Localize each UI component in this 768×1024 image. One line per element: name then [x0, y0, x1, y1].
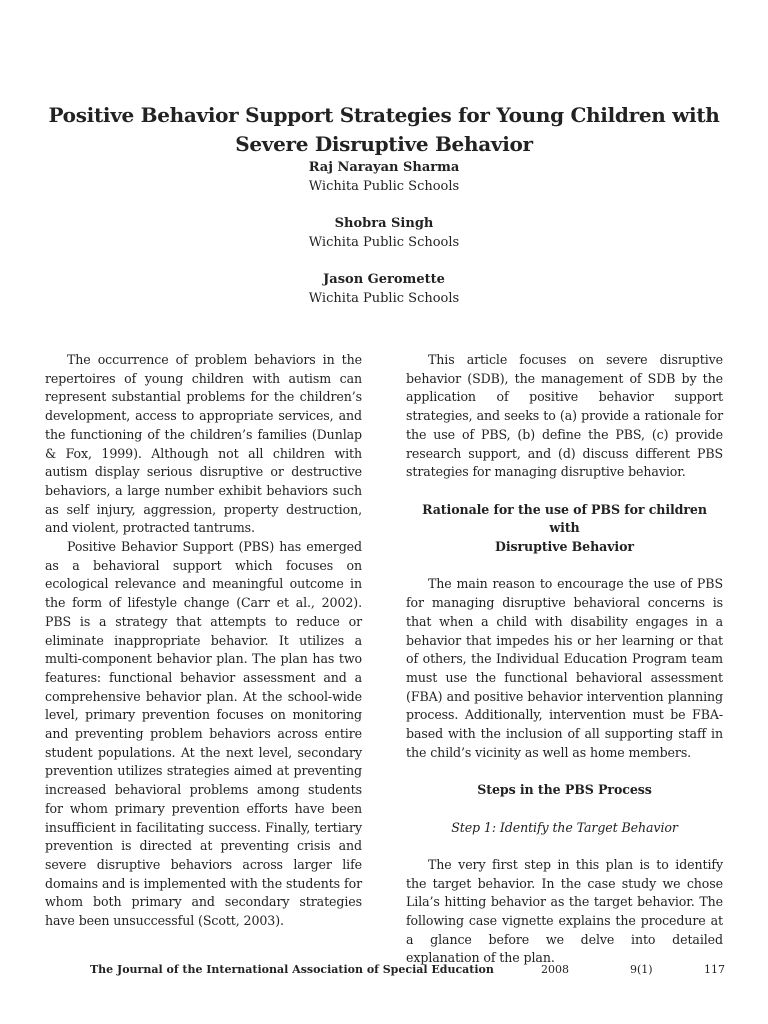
- page-number: 117: [704, 963, 725, 976]
- section-heading-rationale: [406, 501, 723, 557]
- step1-paragraph: The very first step in this plan is to identify the target behavior. In the case study we chose Lila’s hitting behavior as the target behavior. The following case vignette explains the procedure at a glance before we delve into detailed explanation of the plan.: [406, 856, 723, 966]
- rationale-paragraph: The main reason to encourage the use of PBS for managing disruptive behavioral concerns is that when a child with disability engages in a behavior that impedes his or her learning or that of others, the Individual Education Program team must use the functional behavioral assessment (FBA) and positive behavior intervention planning process. Additionally, intervention must be FBA-based with the inclusion of all supporting staff in the child’s vicinity as well as home members.: [406, 576, 723, 760]
- author-name: Raj Narayan Sharma: [308, 160, 460, 175]
- volume-issue: 9(1): [630, 963, 653, 976]
- author-name: Jason Geromette: [323, 272, 445, 287]
- section-heading-line: Rationale for the use of PBS for children with: [422, 501, 707, 536]
- section-heading-line: Disruptive Behavior: [495, 539, 634, 555]
- author-name: Shobra Singh: [334, 216, 434, 231]
- author-affiliation: Wichita Public Schools: [308, 178, 460, 194]
- author-affiliation: Wichita Public Schools: [308, 290, 460, 306]
- left-column: [45, 351, 362, 931]
- author-1: [184, 159, 584, 196]
- right-column: [406, 351, 723, 968]
- body-paragraph: Positive Behavior Support (PBS) has emerged as a behavioral support which focuses on ecological relevance and meaningful outcome in the form of lifestyle change (Carr et al., 2002). PBS is a strategy that attempts to reduce or eliminate inappropriate behavior. It utilizes a multi-component behavior plan. The plan has two features: functional behavior assessment and a comprehensive behavior plan. At the school-wide level, primary prevention focuses on monitoring and preventing problem behaviors across entire student populations. At the next level, secondary prevention utilizes strategies aimed at preventing increased behavioral problems among students for whom primary prevention efforts have been insufficient in facilitating success. Finally, tertiary prevention is directed at preventing crisis and severe disruptive behaviors across larger life domains and is implemented with the students for whom both primary and secondary strategies have been unsuccessful (Scott, 2003).: [45, 539, 362, 929]
- author-3: [184, 271, 584, 308]
- subheading-step-1: Step 1: Identify the Target Behavior: [451, 819, 678, 835]
- page-footer: [0, 961, 768, 981]
- intro-paragraph: This article focuses on severe disruptive behavior (SDB), the management of SDB by the application of positive behavior support strategies, and seeks to (a) provide a rationale for the use of PBS, (b) define the PBS, (c) provide research support, and (d) discuss different PBS strategies for managing disruptive behavior.: [406, 352, 723, 480]
- paper-title: Positive Behavior Support Strategies for Young Children with Severe Disruptive Behavior: [48, 103, 720, 157]
- body-paragraph: The occurrence of problem behaviors in the repertoires of young children with autism can represent substantial problems for the children’s development, access to appropriate services, and the functioning of the children’s families (Dunlap & Fox, 1999). Although not all children with autism display serious disruptive or destructive behaviors, a large number exhibit behaviors such as self injury, aggression, property destruction, and violent, protracted tantrums.: [45, 352, 362, 536]
- publication-year: 2008: [541, 963, 569, 976]
- journal-name: The Journal of the International Association of Special Education: [90, 963, 494, 976]
- author-2: [184, 215, 584, 252]
- author-affiliation: Wichita Public Schools: [308, 234, 460, 250]
- section-heading-steps: Steps in the PBS Process: [477, 782, 652, 798]
